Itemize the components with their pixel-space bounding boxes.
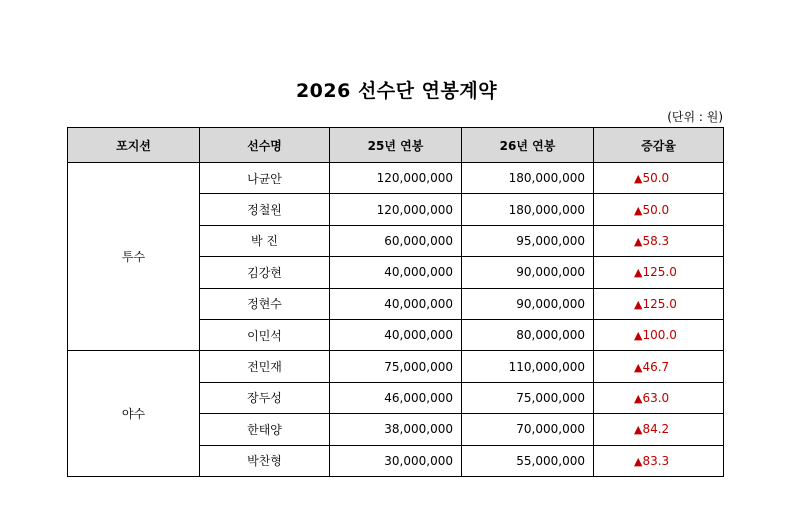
header-salary25: 25년 연봉 <box>330 128 462 163</box>
increase-arrow-icon: ▲ <box>634 172 643 186</box>
salary-table <box>67 127 724 477</box>
salary26-cell: 95,000,000 <box>462 225 594 256</box>
player-name-cell: 한태양 <box>200 414 330 445</box>
rate-cell <box>594 445 724 476</box>
salary25-cell: 75,000,000 <box>330 351 462 382</box>
player-name-cell: 정현수 <box>200 288 330 319</box>
salary25-cell: 60,000,000 <box>330 225 462 256</box>
table-row <box>68 351 724 382</box>
rate-value: 50.0 <box>642 171 670 186</box>
salary26-cell: 90,000,000 <box>462 257 594 288</box>
rate-value: 83.3 <box>642 453 670 468</box>
player-name-cell: 박 진 <box>200 225 330 256</box>
salary25-cell: 120,000,000 <box>330 163 462 194</box>
player-name-cell: 김강현 <box>200 257 330 288</box>
salary26-cell: 110,000,000 <box>462 351 594 382</box>
table-body <box>68 163 724 477</box>
salary26-cell: 180,000,000 <box>462 163 594 194</box>
player-name-cell: 장두성 <box>200 382 330 413</box>
player-name-cell: 나균안 <box>200 163 330 194</box>
rate-cell <box>594 351 724 382</box>
position-cell: 투수 <box>68 163 200 351</box>
salary25-cell: 40,000,000 <box>330 257 462 288</box>
rate-cell <box>594 414 724 445</box>
player-name-cell: 정철원 <box>200 194 330 225</box>
player-name-cell: 박찬형 <box>200 445 330 476</box>
table-row <box>68 163 724 194</box>
increase-arrow-icon: ▲ <box>634 454 643 468</box>
increase-arrow-icon: ▲ <box>634 360 643 374</box>
position-cell: 야수 <box>68 351 200 477</box>
rate-value: 58.3 <box>642 233 670 248</box>
table-header-row <box>68 128 724 163</box>
header-name: 선수명 <box>200 128 330 163</box>
rate-value: 125.0 <box>642 296 677 311</box>
increase-arrow-icon: ▲ <box>634 391 643 405</box>
increase-arrow-icon: ▲ <box>634 297 643 311</box>
salary25-cell: 40,000,000 <box>330 288 462 319</box>
rate-cell <box>594 257 724 288</box>
salary26-cell: 180,000,000 <box>462 194 594 225</box>
increase-arrow-icon: ▲ <box>634 234 643 248</box>
salary26-cell: 70,000,000 <box>462 414 594 445</box>
rate-value: 84.2 <box>642 422 670 437</box>
header-salary26: 26년 연봉 <box>462 128 594 163</box>
salary26-cell: 80,000,000 <box>462 319 594 350</box>
rate-cell <box>594 194 724 225</box>
header-position: 포지션 <box>68 128 200 163</box>
rate-value: 63.0 <box>642 390 670 405</box>
salary25-cell: 38,000,000 <box>330 414 462 445</box>
increase-arrow-icon: ▲ <box>634 423 643 437</box>
rate-value: 100.0 <box>642 328 677 343</box>
increase-arrow-icon: ▲ <box>634 329 643 343</box>
increase-arrow-icon: ▲ <box>634 266 643 280</box>
salary26-cell: 75,000,000 <box>462 382 594 413</box>
salary25-cell: 46,000,000 <box>330 382 462 413</box>
player-name-cell: 이민석 <box>200 319 330 350</box>
salary25-cell: 30,000,000 <box>330 445 462 476</box>
rate-value: 50.0 <box>642 202 670 217</box>
salary26-cell: 55,000,000 <box>462 445 594 476</box>
rate-cell <box>594 288 724 319</box>
rate-value: 125.0 <box>642 265 677 280</box>
player-name-cell: 전민재 <box>200 351 330 382</box>
rate-cell <box>594 163 724 194</box>
salary25-cell: 40,000,000 <box>330 319 462 350</box>
rate-value: 46.7 <box>642 359 670 374</box>
rate-cell <box>594 225 724 256</box>
unit-note: (단위 : 원) <box>667 110 723 124</box>
document-title: 2026 선수단 연봉계약 <box>295 80 498 102</box>
increase-arrow-icon: ▲ <box>634 203 643 217</box>
salary26-cell: 90,000,000 <box>462 288 594 319</box>
header-rate: 증감율 <box>594 128 724 163</box>
salary25-cell: 120,000,000 <box>330 194 462 225</box>
rate-cell <box>594 382 724 413</box>
rate-cell <box>594 319 724 350</box>
